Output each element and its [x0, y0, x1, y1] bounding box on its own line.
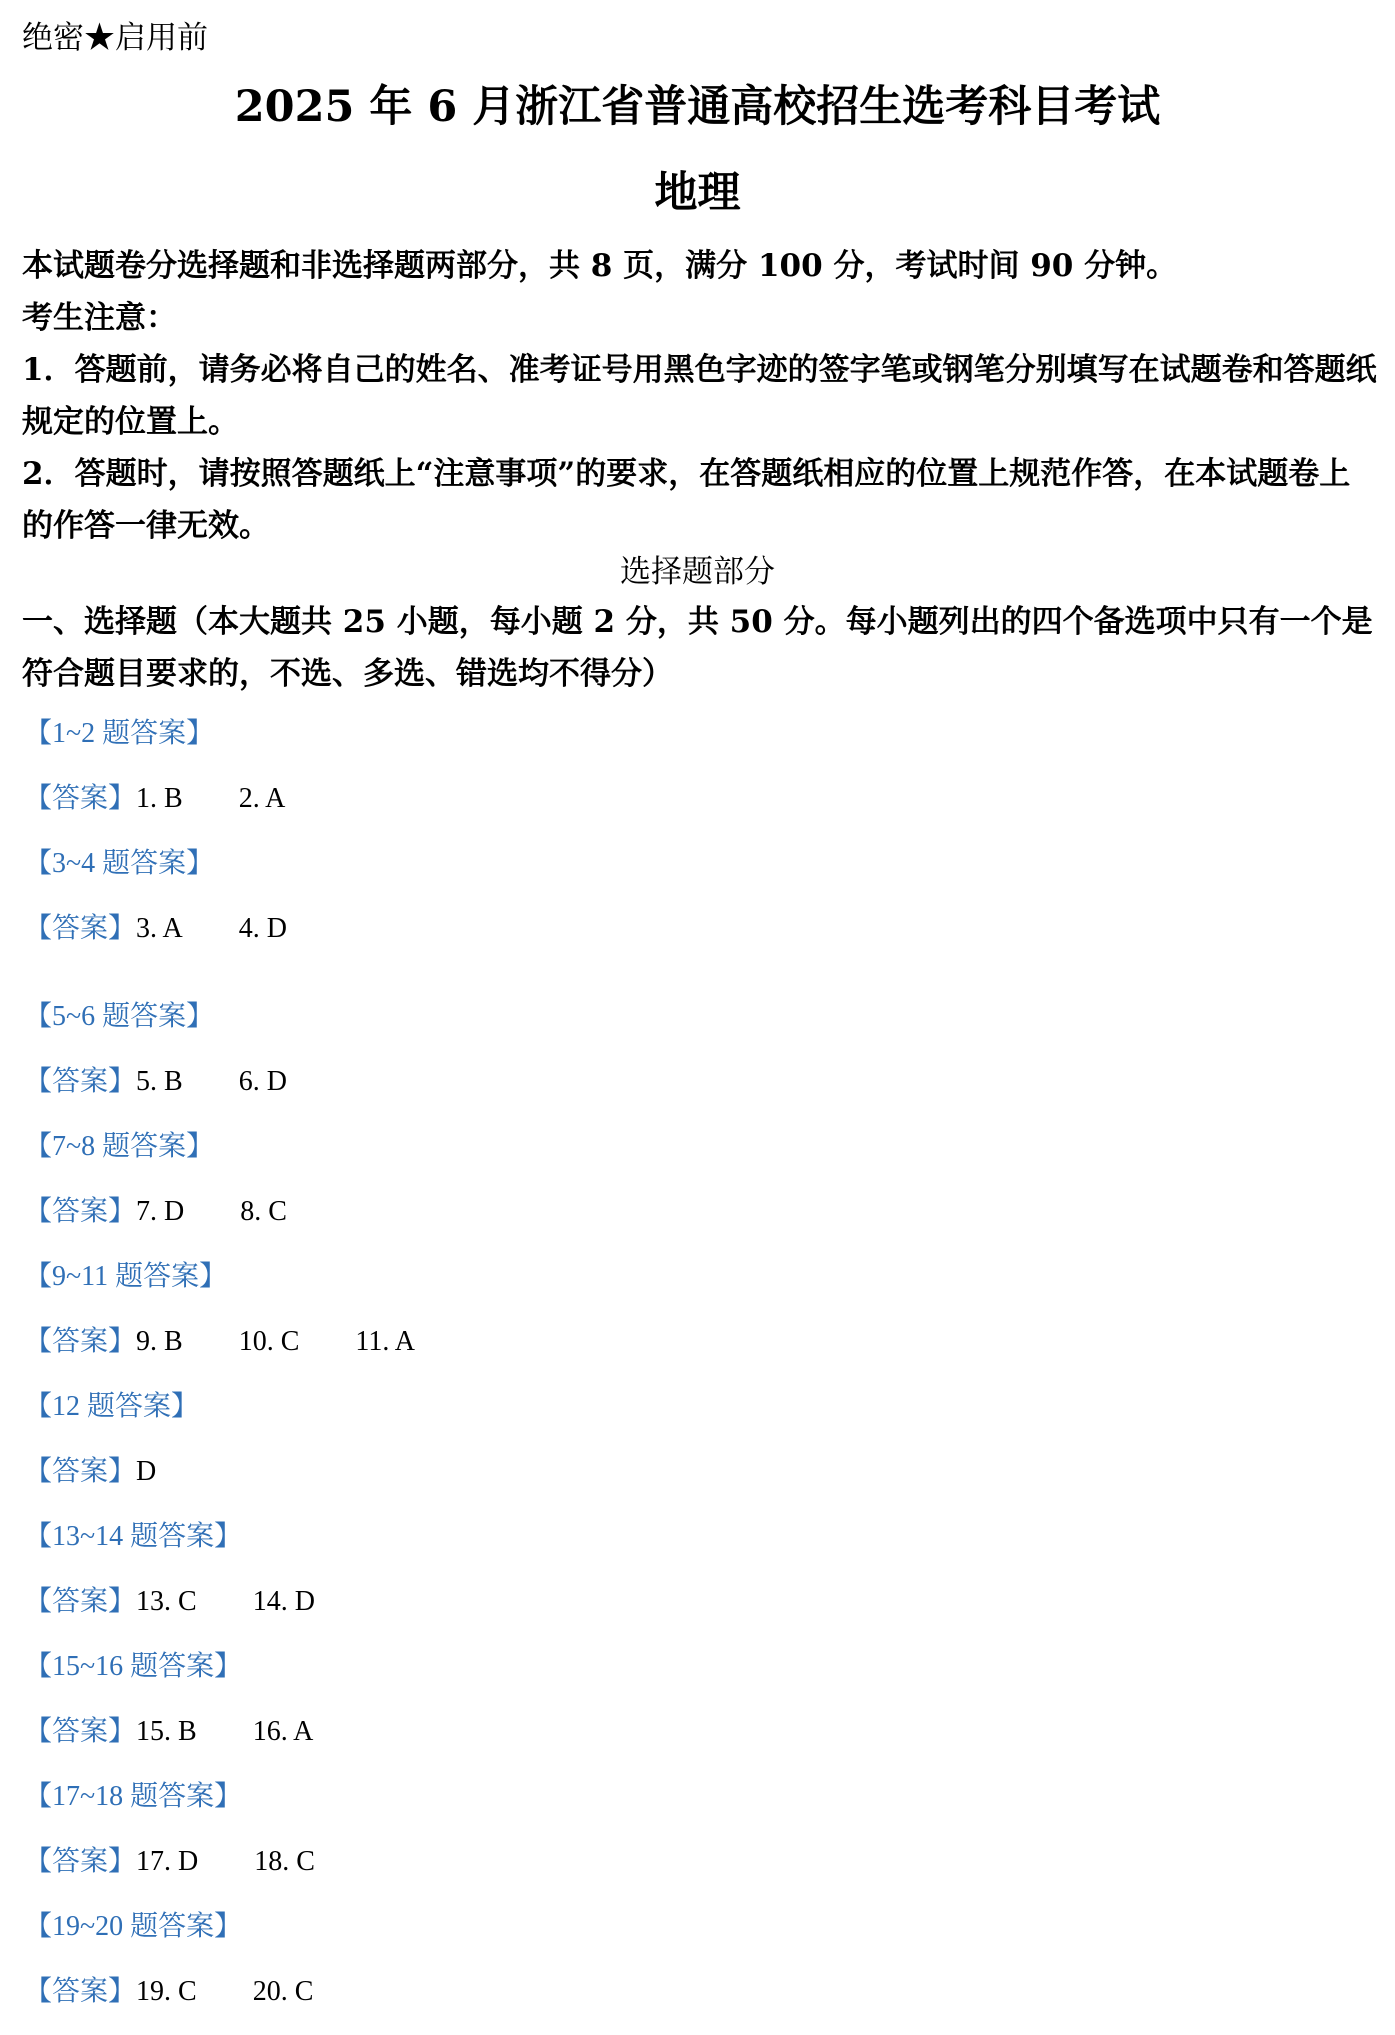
answer-row — [24, 1970, 1364, 2035]
exam-intro — [22, 240, 1377, 552]
answer-group-heading: 【13~14 题答案】 — [24, 1521, 243, 1552]
notice-label: 考生注意： — [22, 300, 177, 336]
answer-value: 9. B — [136, 1326, 183, 1357]
answer-group-heading: 【3~4 题答案】 — [24, 848, 215, 879]
answer-label: 【答案】 — [24, 1066, 137, 1097]
answer-row — [24, 1060, 1364, 1125]
answer-label: 【答案】 — [24, 1196, 137, 1227]
answer-value: 3. A — [136, 913, 183, 944]
answer-value: 1. B — [136, 783, 183, 814]
section-title: 选择题部分 — [620, 554, 775, 590]
answer-row — [24, 777, 1364, 842]
answer-row — [24, 1190, 1364, 1255]
answer-group-heading: 【15~16 题答案】 — [24, 1651, 243, 1682]
answer-label: 【答案】 — [24, 913, 137, 944]
answer-value: 13. C — [136, 1586, 197, 1617]
answer-row — [24, 907, 1364, 995]
answer-value: 18. C — [254, 1846, 315, 1877]
answer-row — [24, 1840, 1364, 1905]
answer-value: 6. D — [238, 1066, 287, 1097]
exam-title: 2025 年 6 月浙江省普通高校招生选考科目考试 — [234, 82, 1161, 132]
answer-group-heading: 【17~18 题答案】 — [24, 1781, 243, 1812]
answer-value: 4. D — [238, 913, 287, 944]
answer-label: 【答案】 — [24, 1326, 137, 1357]
answer-value: 7. D — [136, 1196, 185, 1227]
answer-group-heading: 【12 题答案】 — [24, 1391, 200, 1422]
answer-group-heading: 【7~8 题答案】 — [24, 1131, 215, 1162]
part-description: 一、选择题（本大题共 25 小题，每小题 2 分，共 50 分。每小题列出的四个备选项中只有一个是符合题目要求的，不选、多选、错选均不得分） — [22, 604, 1373, 692]
answer-row — [24, 1710, 1364, 1775]
answer-value: 17. D — [136, 1846, 199, 1877]
answer-row — [24, 1580, 1364, 1645]
answer-value: 16. A — [252, 1716, 314, 1747]
confidential-mark: 绝密★启用前 — [22, 20, 208, 56]
answer-value: 19. C — [136, 1976, 197, 2007]
notice-item-1: 1．答题前，请务必将自己的姓名、准考证号用黑色字迹的签字笔或钢笔分别填写在试题卷和答题纸规定的位置上。 — [22, 352, 1377, 440]
answer-value: 10. C — [238, 1326, 300, 1357]
answer-label: 【答案】 — [24, 1456, 137, 1487]
answer-label: 【答案】 — [24, 1586, 137, 1617]
answer-label: 【答案】 — [24, 783, 137, 814]
answer-group-heading: 【19~20 题答案】 — [24, 1911, 243, 1942]
answer-row — [24, 1320, 1364, 1385]
answer-list — [24, 712, 1364, 2035]
answer-value: 14. D — [252, 1586, 315, 1617]
answer-value: 15. B — [136, 1716, 197, 1747]
answer-value: 5. B — [136, 1066, 183, 1097]
notice-item-2: 2．答题时，请按照答题纸上“注意事项”的要求，在答题纸相应的位置上规范作答，在本试题卷上的作答一律无效。 — [22, 456, 1351, 544]
answer-label: 【答案】 — [24, 1846, 137, 1877]
answer-group-heading: 【9~11 题答案】 — [24, 1261, 228, 1292]
answer-value: 20. C — [252, 1976, 314, 2007]
answer-value: D — [136, 1456, 157, 1487]
answer-label: 【答案】 — [24, 1716, 137, 1747]
answer-group-heading: 【1~2 题答案】 — [24, 718, 215, 749]
subject-title: 地理 — [654, 168, 741, 218]
answer-value: 11. A — [355, 1326, 416, 1357]
answer-row — [24, 1450, 1364, 1515]
answer-value: 2. A — [238, 783, 286, 814]
answer-label: 【答案】 — [24, 1976, 137, 2007]
answer-group-heading: 【5~6 题答案】 — [24, 1001, 215, 1032]
intro-line: 本试题卷分选择题和非选择题两部分，共 8 页，满分 100 分，考试时间 90 分钟。 — [22, 248, 1178, 284]
answer-value: 8. C — [240, 1196, 287, 1227]
